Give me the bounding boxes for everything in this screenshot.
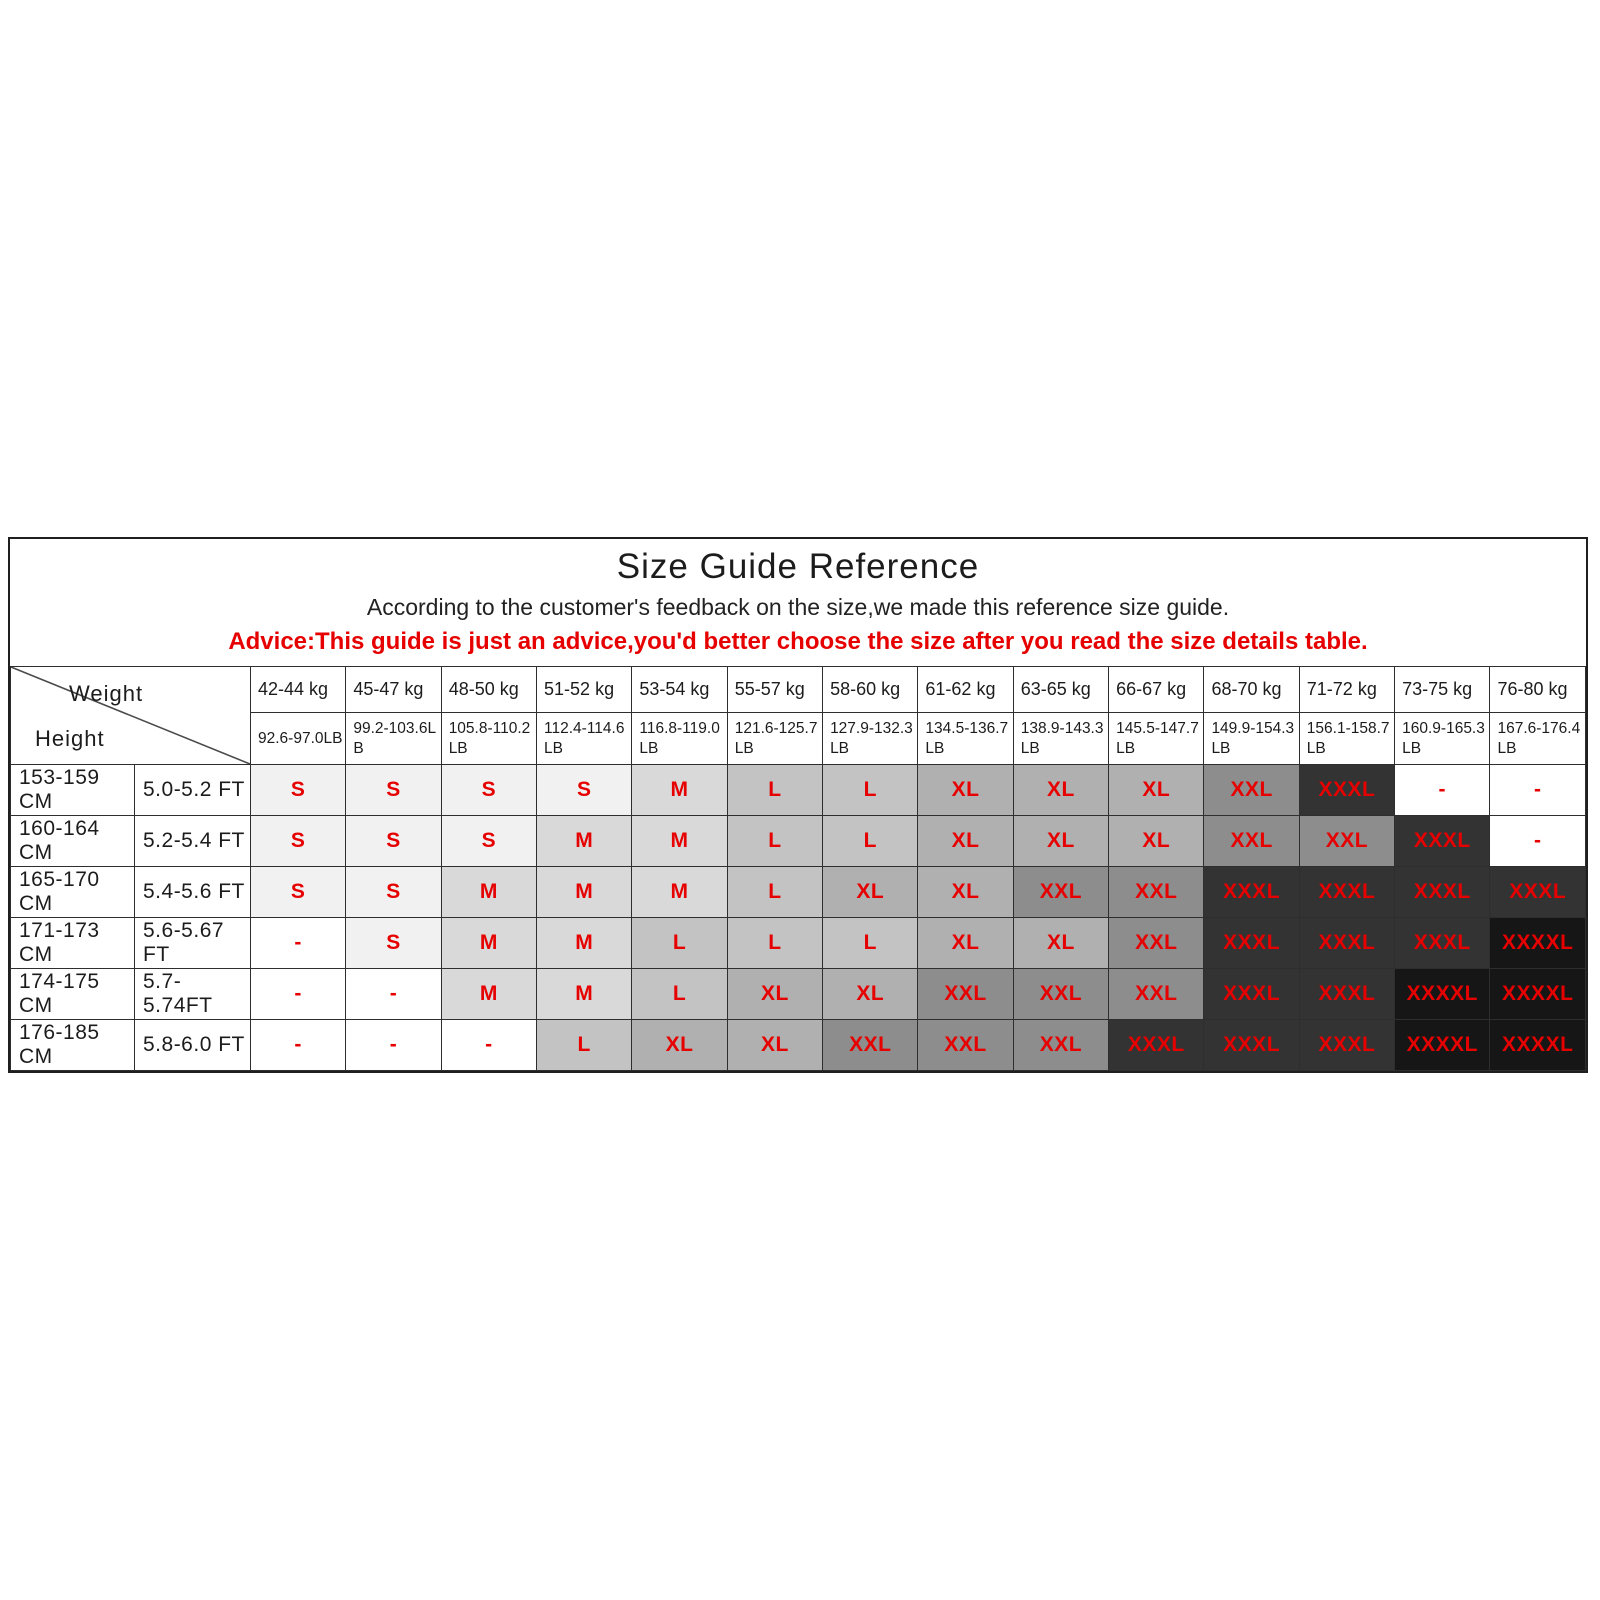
weight-lb-header: 138.9-143.3LB bbox=[1013, 713, 1108, 765]
weight-kg-header-row bbox=[11, 667, 1586, 713]
size-cell: L bbox=[727, 918, 822, 969]
height-ft-cell: 5.2-5.4 FT bbox=[135, 816, 251, 867]
size-cell: S bbox=[346, 867, 441, 918]
size-cell: XL bbox=[727, 1020, 822, 1071]
size-cell: L bbox=[727, 765, 822, 816]
size-cell: S bbox=[441, 816, 536, 867]
size-cell-empty: - bbox=[346, 1020, 441, 1071]
size-cell: XXL bbox=[1013, 969, 1108, 1020]
size-cell: L bbox=[632, 918, 727, 969]
size-cell: M bbox=[441, 918, 536, 969]
size-cell: S bbox=[251, 765, 346, 816]
size-cell: M bbox=[537, 816, 632, 867]
size-cell: XXXL bbox=[1299, 1020, 1394, 1071]
size-grid-table bbox=[10, 666, 1586, 1071]
size-cell: XXXL bbox=[1395, 918, 1490, 969]
size-cell-empty: - bbox=[251, 1020, 346, 1071]
size-cell: L bbox=[823, 918, 918, 969]
size-cell-empty: - bbox=[251, 918, 346, 969]
size-cell: XL bbox=[1109, 765, 1204, 816]
size-guide-panel bbox=[8, 537, 1588, 1073]
size-cell: XXXXL bbox=[1490, 1020, 1586, 1071]
weight-kg-header: 55-57 kg bbox=[727, 667, 822, 713]
size-cell: L bbox=[727, 816, 822, 867]
size-cell: S bbox=[346, 765, 441, 816]
size-cell: XL bbox=[1013, 816, 1108, 867]
size-cell: XXL bbox=[1204, 765, 1299, 816]
size-cell: XXL bbox=[823, 1020, 918, 1071]
size-cell: XL bbox=[1013, 918, 1108, 969]
weight-lb-header: 121.6-125.7LB bbox=[727, 713, 822, 765]
size-cell-empty: - bbox=[441, 1020, 536, 1071]
weight-kg-header: 68-70 kg bbox=[1204, 667, 1299, 713]
weight-kg-header: 76-80 kg bbox=[1490, 667, 1586, 713]
corner-cell bbox=[11, 667, 251, 765]
height-ft-cell: 5.0-5.2 FT bbox=[135, 765, 251, 816]
size-table-row bbox=[11, 816, 1586, 867]
weight-lb-header: 167.6-176.4LB bbox=[1490, 713, 1586, 765]
size-cell: XXL bbox=[1204, 816, 1299, 867]
size-cell: XL bbox=[1013, 765, 1108, 816]
weight-kg-header: 48-50 kg bbox=[441, 667, 536, 713]
size-cell: XXXL bbox=[1490, 867, 1586, 918]
height-ft-cell: 5.6-5.67 FT bbox=[135, 918, 251, 969]
size-cell: XL bbox=[632, 1020, 727, 1071]
size-cell-empty: - bbox=[346, 969, 441, 1020]
size-cell: M bbox=[537, 918, 632, 969]
size-cell: XXL bbox=[1109, 867, 1204, 918]
height-axis-label: Height bbox=[35, 726, 105, 751]
size-cell: XXXXL bbox=[1395, 969, 1490, 1020]
size-table-row bbox=[11, 918, 1586, 969]
weight-lb-header: 105.8-110.2LB bbox=[441, 713, 536, 765]
size-cell: XXL bbox=[918, 1020, 1013, 1071]
size-cell: XXXXL bbox=[1490, 918, 1586, 969]
size-cell: S bbox=[441, 765, 536, 816]
size-cell: XXXL bbox=[1204, 969, 1299, 1020]
size-cell-empty: - bbox=[251, 969, 346, 1020]
advice-note: Advice:This guide is just an advice,you'd better choose the size after you read the size details table. bbox=[228, 628, 1368, 655]
weight-lb-header: 112.4-114.6LB bbox=[537, 713, 632, 765]
size-cell: XXXL bbox=[1204, 867, 1299, 918]
size-cell: XL bbox=[918, 816, 1013, 867]
size-cell: S bbox=[251, 867, 346, 918]
size-cell: S bbox=[346, 816, 441, 867]
weight-kg-header: 66-67 kg bbox=[1109, 667, 1204, 713]
height-ft-cell: 5.4-5.6 FT bbox=[135, 867, 251, 918]
size-cell: XL bbox=[918, 765, 1013, 816]
weight-kg-header: 45-47 kg bbox=[346, 667, 441, 713]
size-cell: XXL bbox=[1109, 918, 1204, 969]
size-cell: M bbox=[441, 969, 536, 1020]
size-cell: M bbox=[632, 867, 727, 918]
weight-kg-header: 61-62 kg bbox=[918, 667, 1013, 713]
size-cell: L bbox=[632, 969, 727, 1020]
size-cell: M bbox=[632, 765, 727, 816]
size-cell: S bbox=[251, 816, 346, 867]
size-guide-header bbox=[10, 539, 1586, 662]
size-cell: XXL bbox=[918, 969, 1013, 1020]
height-cm-cell: 160-164 CM bbox=[11, 816, 135, 867]
size-cell: XXL bbox=[1109, 969, 1204, 1020]
height-cm-cell: 174-175 CM bbox=[11, 969, 135, 1020]
size-grid-body bbox=[11, 667, 1586, 1071]
weight-kg-header: 71-72 kg bbox=[1299, 667, 1394, 713]
height-ft-cell: 5.8-6.0 FT bbox=[135, 1020, 251, 1071]
size-cell: XXXL bbox=[1299, 765, 1394, 816]
size-table-row bbox=[11, 969, 1586, 1020]
weight-lb-header: 145.5-147.7LB bbox=[1109, 713, 1204, 765]
weight-lb-header: 134.5-136.7LB bbox=[918, 713, 1013, 765]
height-cm-cell: 176-185 CM bbox=[11, 1020, 135, 1071]
size-cell: S bbox=[537, 765, 632, 816]
size-cell: L bbox=[537, 1020, 632, 1071]
weight-kg-header: 58-60 kg bbox=[823, 667, 918, 713]
weight-kg-header: 73-75 kg bbox=[1395, 667, 1490, 713]
size-cell: XXXL bbox=[1204, 918, 1299, 969]
size-cell: XXL bbox=[1013, 867, 1108, 918]
weight-lb-header: 156.1-158.7LB bbox=[1299, 713, 1394, 765]
weight-axis-label: Weight bbox=[69, 681, 144, 706]
size-cell: XXXL bbox=[1109, 1020, 1204, 1071]
size-cell: XXL bbox=[1013, 1020, 1108, 1071]
size-cell: XXXL bbox=[1299, 867, 1394, 918]
weight-lb-header: 99.2-103.6LB bbox=[346, 713, 441, 765]
height-cm-cell: 165-170 CM bbox=[11, 867, 135, 918]
size-cell: XXXXL bbox=[1395, 1020, 1490, 1071]
size-cell: L bbox=[727, 867, 822, 918]
size-cell: XL bbox=[918, 918, 1013, 969]
size-cell: XXXL bbox=[1204, 1020, 1299, 1071]
size-table-row bbox=[11, 1020, 1586, 1071]
size-cell: L bbox=[823, 816, 918, 867]
weight-lb-header: 127.9-132.3LB bbox=[823, 713, 918, 765]
weight-lb-header: 149.9-154.3LB bbox=[1204, 713, 1299, 765]
weight-kg-header: 63-65 kg bbox=[1013, 667, 1108, 713]
size-table-row bbox=[11, 867, 1586, 918]
size-cell: M bbox=[537, 867, 632, 918]
weight-lb-header: 160.9-165.3LB bbox=[1395, 713, 1490, 765]
page-title: Size Guide Reference bbox=[616, 547, 980, 586]
size-cell-empty: - bbox=[1490, 816, 1586, 867]
size-cell: XL bbox=[823, 969, 918, 1020]
subtitle-text: According to the customer's feedback on the size,we made this reference size guide. bbox=[366, 594, 1230, 620]
size-cell: XXXXL bbox=[1490, 969, 1586, 1020]
size-cell: M bbox=[632, 816, 727, 867]
weight-lb-header: 116.8-119.0LB bbox=[632, 713, 727, 765]
weight-kg-header: 51-52 kg bbox=[537, 667, 632, 713]
size-cell: XL bbox=[1109, 816, 1204, 867]
size-cell: XL bbox=[918, 867, 1013, 918]
size-cell: M bbox=[537, 969, 632, 1020]
weight-kg-header: 42-44 kg bbox=[251, 667, 346, 713]
size-cell: XL bbox=[727, 969, 822, 1020]
weight-kg-header: 53-54 kg bbox=[632, 667, 727, 713]
size-cell-empty: - bbox=[1395, 765, 1490, 816]
height-cm-cell: 171-173 CM bbox=[11, 918, 135, 969]
size-cell: XL bbox=[823, 867, 918, 918]
size-cell: M bbox=[441, 867, 536, 918]
weight-lb-header: 92.6-97.0LB bbox=[251, 713, 346, 765]
size-table-row bbox=[11, 765, 1586, 816]
size-cell: XXXL bbox=[1395, 816, 1490, 867]
size-cell: XXXL bbox=[1299, 918, 1394, 969]
size-cell-empty: - bbox=[1490, 765, 1586, 816]
height-cm-cell: 153-159 CM bbox=[11, 765, 135, 816]
size-cell: S bbox=[346, 918, 441, 969]
height-ft-cell: 5.7-5.74FT bbox=[135, 969, 251, 1020]
size-cell: L bbox=[823, 765, 918, 816]
size-cell: XXXL bbox=[1299, 969, 1394, 1020]
size-cell: XXL bbox=[1299, 816, 1394, 867]
size-cell: XXXL bbox=[1395, 867, 1490, 918]
